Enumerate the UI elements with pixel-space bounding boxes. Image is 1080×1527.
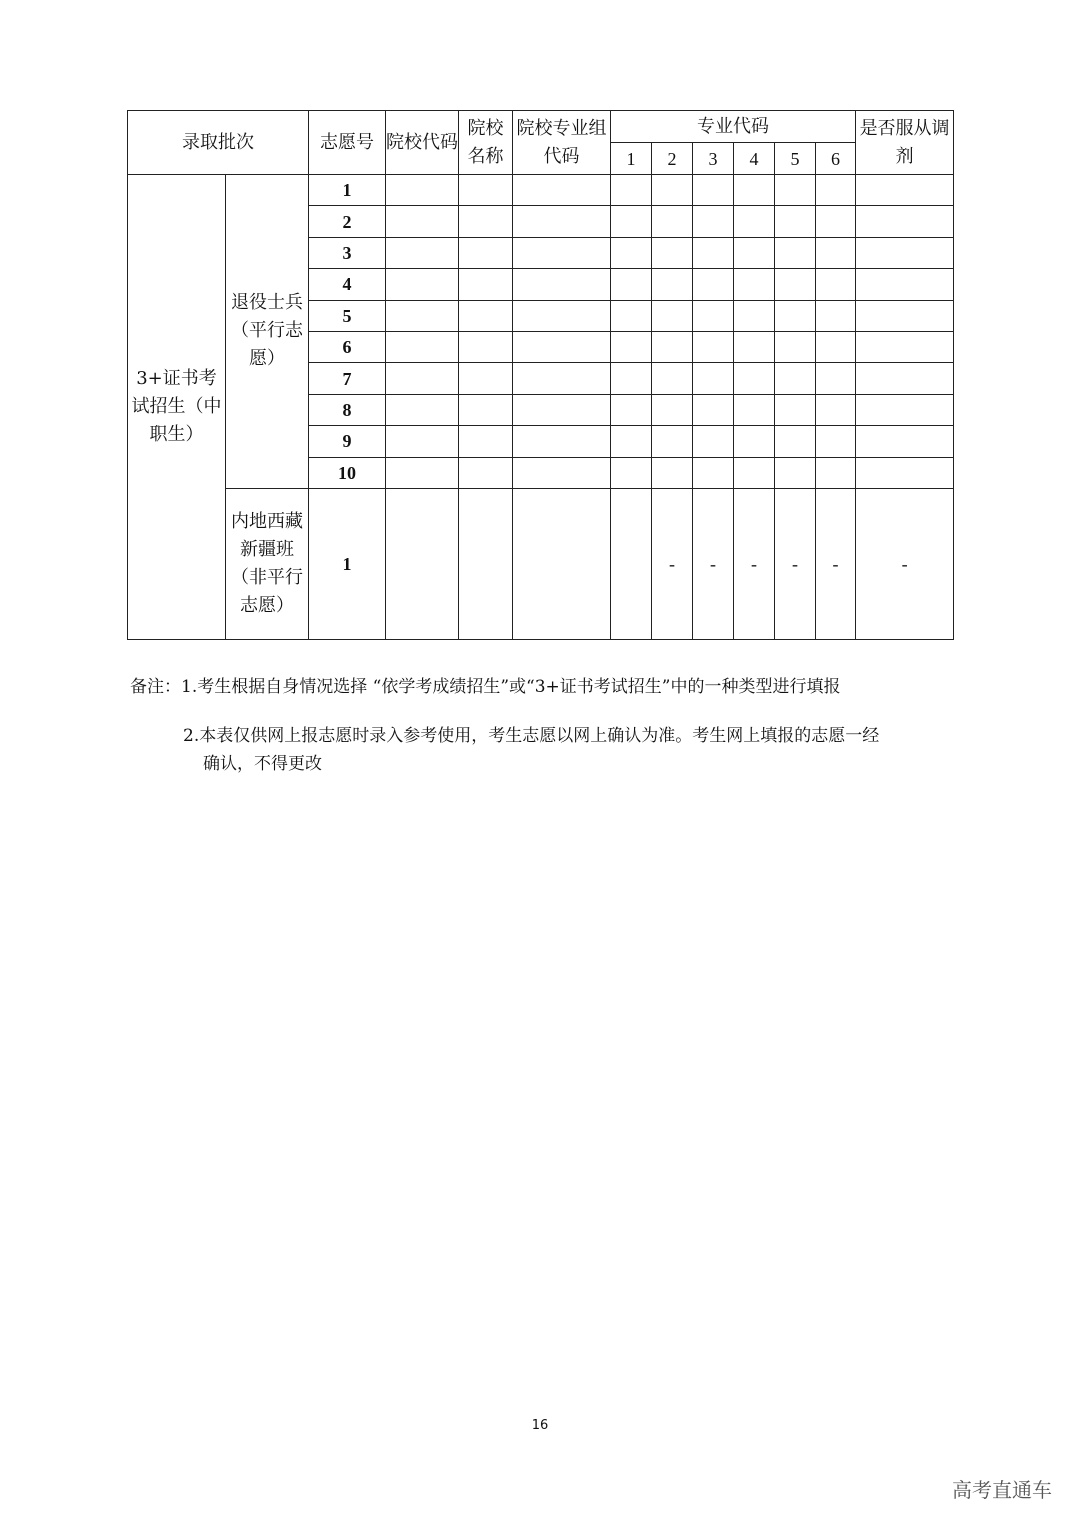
school-name-cell[interactable]	[459, 457, 513, 488]
school-code-cell[interactable]	[386, 300, 459, 331]
adjust-cell[interactable]	[856, 457, 954, 488]
choice-number: 2	[309, 206, 386, 237]
school-name-cell[interactable]	[459, 426, 513, 457]
major-code-cell[interactable]	[734, 394, 775, 425]
major-code-cell[interactable]	[816, 300, 856, 331]
section-label: 内地西藏新疆班（非平行志愿）	[226, 488, 309, 639]
major-code-cell[interactable]	[693, 237, 734, 268]
school-code-cell[interactable]	[386, 457, 459, 488]
major-code-cell[interactable]	[652, 300, 693, 331]
school-name-cell[interactable]	[459, 331, 513, 362]
application-form-table	[127, 110, 954, 640]
group-code-cell[interactable]	[513, 269, 611, 300]
header-major-code: 专业代码	[611, 111, 856, 143]
group-code-cell[interactable]	[513, 300, 611, 331]
group-code-cell[interactable]	[513, 175, 611, 206]
major-code-cell[interactable]	[693, 269, 734, 300]
school-code-cell[interactable]	[386, 426, 459, 457]
table-row	[128, 488, 954, 639]
school-name-cell[interactable]	[459, 300, 513, 331]
watermark: 高考直通车	[952, 1478, 1052, 1502]
school-name-cell[interactable]	[459, 206, 513, 237]
header-group-code: 院校专业组代码	[513, 111, 611, 175]
major-code-cell[interactable]	[734, 300, 775, 331]
major-code-cell[interactable]	[693, 300, 734, 331]
note-2-continued: 确认，不得更改	[203, 754, 322, 774]
school-code-cell[interactable]	[386, 488, 459, 639]
major-code-cell[interactable]	[734, 331, 775, 362]
school-code-cell[interactable]	[386, 363, 459, 394]
major-code-cell[interactable]	[652, 206, 693, 237]
major-code-cell[interactable]: -	[775, 488, 816, 639]
major-code-cell[interactable]	[775, 237, 816, 268]
school-code-cell[interactable]	[386, 269, 459, 300]
group-code-cell[interactable]	[513, 457, 611, 488]
school-name-cell[interactable]	[459, 269, 513, 300]
group-code-cell[interactable]	[513, 426, 611, 457]
major-code-cell[interactable]	[611, 426, 652, 457]
header-major-col-6: 6	[816, 143, 856, 175]
major-code-cell[interactable]	[816, 457, 856, 488]
group-code-cell[interactable]	[513, 488, 611, 639]
major-code-cell[interactable]	[611, 331, 652, 362]
header-major-col-5: 5	[775, 143, 816, 175]
choice-number: 9	[309, 426, 386, 457]
major-code-cell[interactable]	[652, 237, 693, 268]
major-code-cell[interactable]	[734, 363, 775, 394]
adjust-cell[interactable]	[856, 269, 954, 300]
batch-label: 3+证书考试招生（中职生）	[128, 175, 226, 640]
group-code-cell[interactable]	[513, 331, 611, 362]
major-code-cell[interactable]	[611, 488, 652, 639]
major-code-cell[interactable]	[693, 331, 734, 362]
major-code-cell[interactable]	[816, 175, 856, 206]
major-code-cell[interactable]	[652, 331, 693, 362]
section-label: 退役士兵（平行志愿）	[226, 175, 309, 489]
adjust-cell[interactable]	[856, 237, 954, 268]
major-code-cell[interactable]	[775, 206, 816, 237]
major-code-cell[interactable]	[775, 175, 816, 206]
note-2: 2.本表仅供网上报志愿时录入参考使用，考生志愿以网上确认为准。考生网上填报的志愿一经	[183, 726, 880, 746]
major-code-cell[interactable]	[693, 363, 734, 394]
school-code-cell[interactable]	[386, 394, 459, 425]
major-code-cell[interactable]	[775, 300, 816, 331]
note-1: 备注：1.考生根据自身情况选择 “依学考成绩招生”或“3+证书考试招生”中的一种类型进行填报	[130, 677, 841, 697]
header-adjust: 是否服从调剂	[856, 111, 954, 175]
header-major-col-3: 3	[693, 143, 734, 175]
major-code-cell[interactable]	[652, 175, 693, 206]
choice-number: 1	[309, 488, 386, 639]
header-school-name: 院校名称	[459, 111, 513, 175]
header-school-code: 院校代码	[386, 111, 459, 175]
major-code-cell[interactable]	[734, 426, 775, 457]
major-code-cell[interactable]	[734, 237, 775, 268]
header-batch: 录取批次	[128, 111, 309, 175]
choice-number: 7	[309, 363, 386, 394]
school-name-cell[interactable]	[459, 175, 513, 206]
adjust-cell[interactable]	[856, 300, 954, 331]
group-code-cell[interactable]	[513, 237, 611, 268]
major-code-cell[interactable]: -	[693, 488, 734, 639]
header-major-col-4: 4	[734, 143, 775, 175]
major-code-cell[interactable]	[816, 426, 856, 457]
major-code-cell[interactable]	[652, 426, 693, 457]
major-code-cell[interactable]	[734, 269, 775, 300]
school-name-cell[interactable]	[459, 488, 513, 639]
major-code-cell[interactable]	[775, 394, 816, 425]
adjust-cell[interactable]	[856, 363, 954, 394]
adjust-cell[interactable]: -	[856, 488, 954, 639]
major-code-cell[interactable]	[775, 331, 816, 362]
major-code-cell[interactable]	[652, 394, 693, 425]
major-code-cell[interactable]: -	[816, 488, 856, 639]
major-code-cell[interactable]	[734, 206, 775, 237]
school-code-cell[interactable]	[386, 206, 459, 237]
major-code-cell[interactable]	[775, 426, 816, 457]
major-code-cell[interactable]	[611, 300, 652, 331]
choice-number: 4	[309, 269, 386, 300]
school-code-cell[interactable]	[386, 175, 459, 206]
choice-number: 6	[309, 331, 386, 362]
major-code-cell[interactable]	[611, 206, 652, 237]
major-code-cell[interactable]	[816, 237, 856, 268]
major-code-cell[interactable]	[652, 457, 693, 488]
major-code-cell[interactable]	[734, 457, 775, 488]
choice-number: 5	[309, 300, 386, 331]
major-code-cell[interactable]	[611, 269, 652, 300]
major-code-cell[interactable]	[611, 457, 652, 488]
adjust-cell[interactable]	[856, 206, 954, 237]
adjust-cell[interactable]	[856, 175, 954, 206]
major-code-cell[interactable]: -	[652, 488, 693, 639]
major-code-cell[interactable]	[611, 175, 652, 206]
school-code-cell[interactable]	[386, 331, 459, 362]
major-code-cell[interactable]	[652, 269, 693, 300]
major-code-cell[interactable]	[734, 175, 775, 206]
school-name-cell[interactable]	[459, 237, 513, 268]
group-code-cell[interactable]	[513, 394, 611, 425]
major-code-cell[interactable]	[693, 175, 734, 206]
major-code-cell[interactable]	[652, 363, 693, 394]
major-code-cell[interactable]	[693, 206, 734, 237]
major-code-cell[interactable]	[816, 363, 856, 394]
major-code-cell[interactable]	[775, 363, 816, 394]
major-code-cell[interactable]	[611, 363, 652, 394]
major-code-cell[interactable]	[775, 269, 816, 300]
group-code-cell[interactable]	[513, 206, 611, 237]
adjust-cell[interactable]	[856, 394, 954, 425]
major-code-cell[interactable]	[816, 206, 856, 237]
major-code-cell[interactable]	[775, 457, 816, 488]
school-name-cell[interactable]	[459, 394, 513, 425]
major-code-cell[interactable]	[611, 394, 652, 425]
adjust-cell[interactable]	[856, 426, 954, 457]
choice-number: 8	[309, 394, 386, 425]
major-code-cell[interactable]	[816, 394, 856, 425]
group-code-cell[interactable]	[513, 363, 611, 394]
header-major-col-1: 1	[611, 143, 652, 175]
table-row	[128, 175, 954, 206]
major-code-cell[interactable]: -	[734, 488, 775, 639]
header-major-col-2: 2	[652, 143, 693, 175]
page-number: 16	[531, 1418, 549, 1433]
choice-number: 10	[309, 457, 386, 488]
school-name-cell[interactable]	[459, 363, 513, 394]
major-code-cell[interactable]	[693, 394, 734, 425]
major-code-cell[interactable]	[816, 331, 856, 362]
adjust-cell[interactable]	[856, 331, 954, 362]
major-code-cell[interactable]	[693, 426, 734, 457]
header-choice-no: 志愿号	[309, 111, 386, 175]
major-code-cell[interactable]	[693, 457, 734, 488]
major-code-cell[interactable]	[611, 237, 652, 268]
major-code-cell[interactable]	[816, 269, 856, 300]
choice-number: 1	[309, 175, 386, 206]
choice-number: 3	[309, 237, 386, 268]
school-code-cell[interactable]	[386, 237, 459, 268]
